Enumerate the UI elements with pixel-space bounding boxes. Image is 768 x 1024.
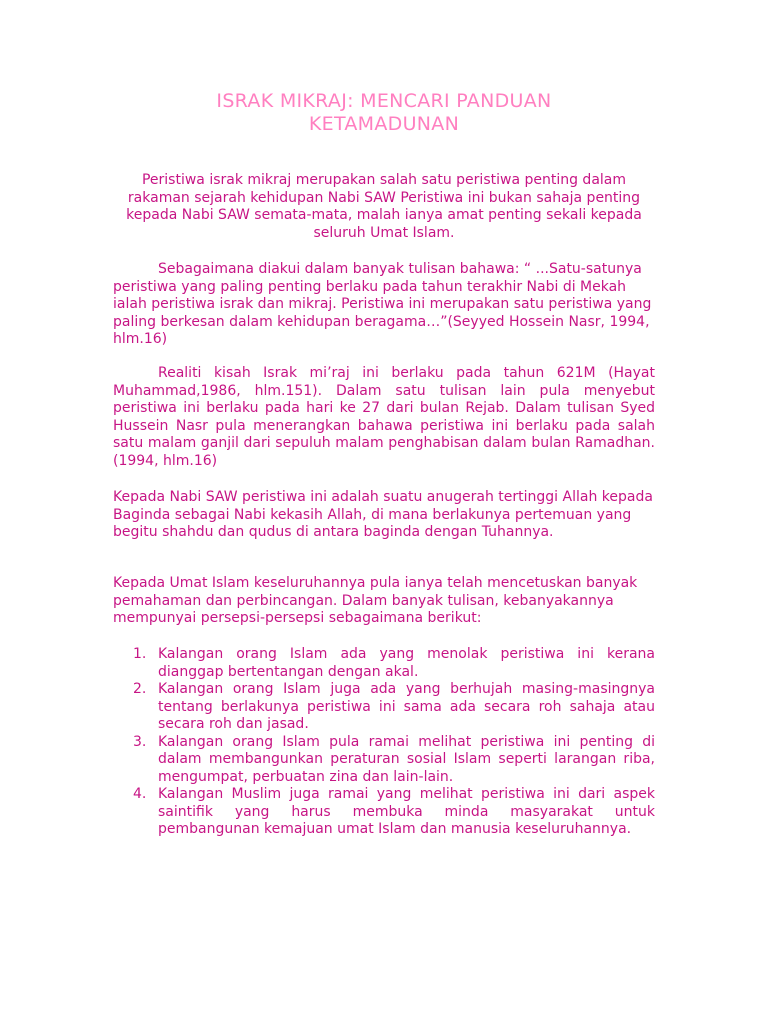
title-line-1: ISRAK MIKRAJ: MENCARI PANDUAN <box>216 90 552 112</box>
prophet-paragraph: Kepada Nabi SAW peristiwa ini adalah suatu anugerah tertinggi Allah kepada Baginda sebagai Nabi kekasih Allah, di mana berlakunya pertemuan yang begitu shahdu dan qudus di antara baginda dengan Tuhannya. <box>113 489 653 540</box>
list-item-text: Kalangan orang Islam juga ada yang berhujah masing-masingnya tentang berlakunya peristiwa ini sama ada secara roh sahaja atau secara roh dan jasad. <box>158 681 655 732</box>
list-item-text: Kalangan orang Islam ada yang menolak peristiwa ini kerana dianggap bertentangan dengan akal. <box>158 646 655 680</box>
list-item-text: Kalangan Muslim juga ramai yang melihat peristiwa ini dari aspek saintifik yang harus membuka minda masyarakat untuk pembangunan kemajuan umat Islam dan manusia keseluruhannya. <box>158 786 655 837</box>
list-item <box>113 786 655 839</box>
ummah-paragraph: Kepada Umat Islam keseluruhannya pula ianya telah mencetuskan banyak pemahaman dan perbincangan. Dalam banyak tulisan, kebanyakannya mempunyai persepsi-persepsi sebagaimana berikut: <box>113 575 638 626</box>
list-item-number: 1. <box>133 646 147 662</box>
list-item-number: 2. <box>133 681 147 697</box>
quote-paragraph: Sebagaimana diakui dalam banyak tulisan bahawa: “ ...Satu-satunya peristiwa yang paling penting berlaku pada tahun terakhir Nabi di Mekah ialah peristiwa israk dan mikraj. Peristiwa ini merupakan satu peristiwa yang paling berkesan dalam kehidupan beragama…”(Seyyed Hossein Nasr, 1994, hlm.16) <box>113 261 652 347</box>
document-title <box>113 90 655 136</box>
list-item-number: 3. <box>133 733 147 750</box>
perception-list <box>113 646 655 839</box>
list-item <box>113 734 655 787</box>
list-item-number: 4. <box>133 786 147 802</box>
list-item <box>113 646 655 681</box>
intro-paragraph: Peristiwa israk mikraj merupakan salah satu peristiwa penting dalam rakaman sejarah kehidupan Nabi SAW Peristiwa ini bukan sahaja penting kepada Nabi SAW semata-mata, malah ianya amat penting sekali kepada seluruh Umat Islam. <box>126 172 642 241</box>
list-item-text: Kalangan orang Islam pula ramai melihat peristiwa ini penting di dalam membangunkan peraturan sosial Islam seperti larangan riba, mengumpat, perbuatan zina dan lain-lain. <box>158 733 655 785</box>
list-item <box>113 681 655 734</box>
title-line-2: KETAMADUNAN <box>308 113 460 135</box>
history-paragraph: Realiti kisah Israk mi’raj ini berlaku pada tahun 621M (Hayat Muhammad,1986, hlm.151). Dalam satu tulisan lain pula menyebut peristiwa ini berlaku pada hari ke 27 dari bulan Rejab. Dalam tulisan Syed Hussein Nasr pula menerangkan bahawa peristiwa ini berlaku pada salah satu malam ganjil dari sepuluh malam penghabisan dalam bulan Ramadhan. (1994, hlm.16) <box>113 365 655 469</box>
